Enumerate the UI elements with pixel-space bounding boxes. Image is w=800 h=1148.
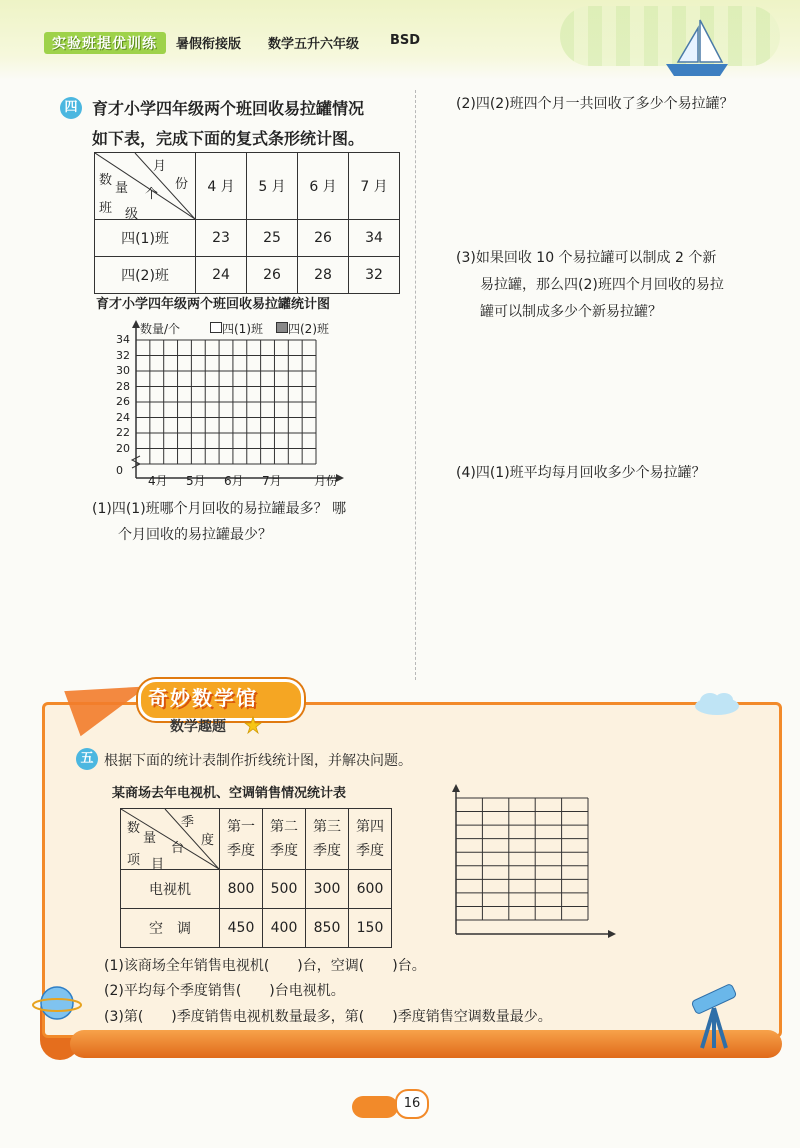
- month-header: 5 月: [247, 153, 298, 220]
- legend-label-class2: 四(2)班: [288, 322, 329, 336]
- table-cell: 850: [306, 909, 349, 948]
- row-label: 四(1)班: [95, 220, 196, 257]
- q4-sub3-line3: 罐可以制成多少个新易拉罐？: [480, 304, 662, 320]
- table-row: [95, 220, 400, 257]
- x-tick-label: 5月: [186, 474, 206, 488]
- series-title: 暑假衔接版: [176, 37, 242, 52]
- corner-month: 月: [153, 159, 167, 174]
- y-tick-label: 20: [116, 441, 130, 455]
- q4-sub3-line2: 易拉罐，那么四(2)班四个月回收的易拉: [480, 277, 724, 293]
- table-cell: 500: [263, 870, 306, 909]
- season-header: 第二 季度: [263, 809, 306, 870]
- y-tick-label: 28: [116, 379, 130, 393]
- table-cell: 26: [247, 257, 298, 294]
- legend-swatch-class1: [210, 322, 222, 333]
- table-cell: 450: [220, 909, 263, 948]
- corner-shu: 数: [99, 173, 113, 188]
- x-tick-label: 7月: [262, 474, 282, 488]
- question-4-badge: 四: [60, 97, 82, 119]
- corner-ban: 班: [99, 201, 113, 216]
- table-cell: 24: [196, 257, 247, 294]
- chart-x-label: 月份: [314, 474, 339, 488]
- y-tick-label: 30: [116, 364, 130, 377]
- corner-tai: 台: [171, 841, 185, 856]
- table-cell: 34: [349, 220, 400, 257]
- season-header: 第一 季度: [220, 809, 263, 870]
- corner-fen: 份: [175, 177, 189, 192]
- table-row: [121, 909, 392, 948]
- legend-label-class1: 四(1)班: [222, 322, 263, 336]
- corner-ji: 级: [125, 207, 139, 222]
- season-header: 第四 季度: [349, 809, 392, 870]
- table-row: [95, 257, 400, 294]
- table-cell: 300: [306, 870, 349, 909]
- sailboat-icon: [662, 16, 732, 80]
- row-label: 电视机: [121, 870, 220, 909]
- q5-table: [120, 808, 392, 948]
- y-tick-label: 34: [116, 333, 130, 346]
- row-label: 四(2)班: [95, 257, 196, 294]
- table-cell: 800: [220, 870, 263, 909]
- y-tick-label: 26: [116, 395, 130, 408]
- table-row: [121, 870, 392, 909]
- banner-subtitle: 数学趣题: [170, 719, 226, 735]
- table-cell: 26: [298, 220, 349, 257]
- q5-table-corner: [121, 809, 220, 870]
- edition-label: BSD: [390, 33, 421, 48]
- q4-sub4: (4)四(1)班平均每月回收多少个易拉罐？: [456, 465, 706, 481]
- table-cell: 23: [196, 220, 247, 257]
- corner-xiang: 项: [127, 853, 141, 868]
- y-tick-label: 22: [116, 426, 130, 439]
- y-tick-label: 32: [116, 348, 130, 362]
- row-label: 空 调: [121, 909, 220, 948]
- season-header: 第三 季度: [306, 809, 349, 870]
- chart-title: 育才小学四年级两个班回收易拉罐统计图: [96, 297, 331, 312]
- subject-title: 数学五升六年级: [268, 37, 360, 52]
- table-cell: 28: [298, 257, 349, 294]
- blank-line-chart-grid: [448, 784, 618, 940]
- q4-table-corner: [95, 153, 196, 220]
- question-4-line2: 如下表，完成下面的复式条形统计图。: [92, 129, 365, 148]
- page-number: 16: [395, 1089, 429, 1119]
- q5-sub2: (2)平均每个季度销售( )台电视机。: [104, 983, 345, 999]
- table-cell: 32: [349, 257, 400, 294]
- question-5-badge: 五: [76, 748, 98, 770]
- cloud-icon: [692, 690, 742, 716]
- legend-swatch-class2: [276, 322, 288, 333]
- table-cell: 25: [247, 220, 298, 257]
- star-icon: [244, 716, 262, 734]
- q4-sub2: (2)四(2)班四个月一共回收了多少个易拉罐？: [456, 96, 734, 112]
- y-tick-label: 0: [116, 464, 123, 477]
- month-header: 6 月: [298, 153, 349, 220]
- telescope-icon: [684, 982, 748, 1052]
- q4-table: [94, 152, 400, 294]
- corner-ji-season: 季: [181, 815, 195, 830]
- month-header: 4 月: [196, 153, 247, 220]
- table-cell: 600: [349, 870, 392, 909]
- table-cell: 150: [349, 909, 392, 948]
- corner-liang: 量: [115, 181, 129, 196]
- q4-sub1-line2: 个月回收的易拉罐最少？: [118, 527, 272, 543]
- submarine-icon: [352, 1096, 398, 1118]
- q5-sub1: (1)该商场全年销售电视机( )台，空调( )台。: [104, 958, 426, 974]
- chart-y-label: 数量/个: [140, 322, 181, 336]
- month-header: 7 月: [349, 153, 400, 220]
- scroll-roll-bottom: [70, 1030, 782, 1058]
- q4-sub3-line1: (3)如果回收 10 个易拉罐可以制成 2 个新: [456, 250, 717, 266]
- corner-shu: 数: [127, 821, 141, 836]
- brand-title: 实验班提优训练: [52, 36, 157, 52]
- corner-du: 度: [201, 833, 215, 848]
- banner-title: 奇妙数学馆: [148, 686, 258, 710]
- blank-bar-chart-grid: [100, 318, 360, 493]
- corner-liang: 量: [143, 831, 157, 846]
- column-divider: [415, 90, 416, 680]
- x-tick-label: 4月: [148, 474, 168, 488]
- x-tick-label: 6月: [224, 474, 244, 488]
- corner-ge: 个: [145, 187, 159, 202]
- table-cell: 400: [263, 909, 306, 948]
- question-4-line1: 育才小学四年级两个班回收易拉罐情况: [92, 99, 365, 118]
- y-tick-label: 24: [116, 410, 130, 424]
- corner-mu: 目: [151, 857, 165, 872]
- q5-table-title: 某商场去年电视机、空调销售情况统计表: [112, 786, 347, 801]
- q5-sub3: (3)第( )季度销售电视机数量最多，第( )季度销售空调数量最少。: [104, 1009, 552, 1025]
- question-5-instruction: 根据下面的统计表制作折线统计图，并解决问题。: [104, 753, 412, 769]
- planet-icon: [32, 980, 82, 1026]
- q4-sub1-line1: (1)四(1)班哪个月回收的易拉罐最多？ 哪: [92, 501, 347, 517]
